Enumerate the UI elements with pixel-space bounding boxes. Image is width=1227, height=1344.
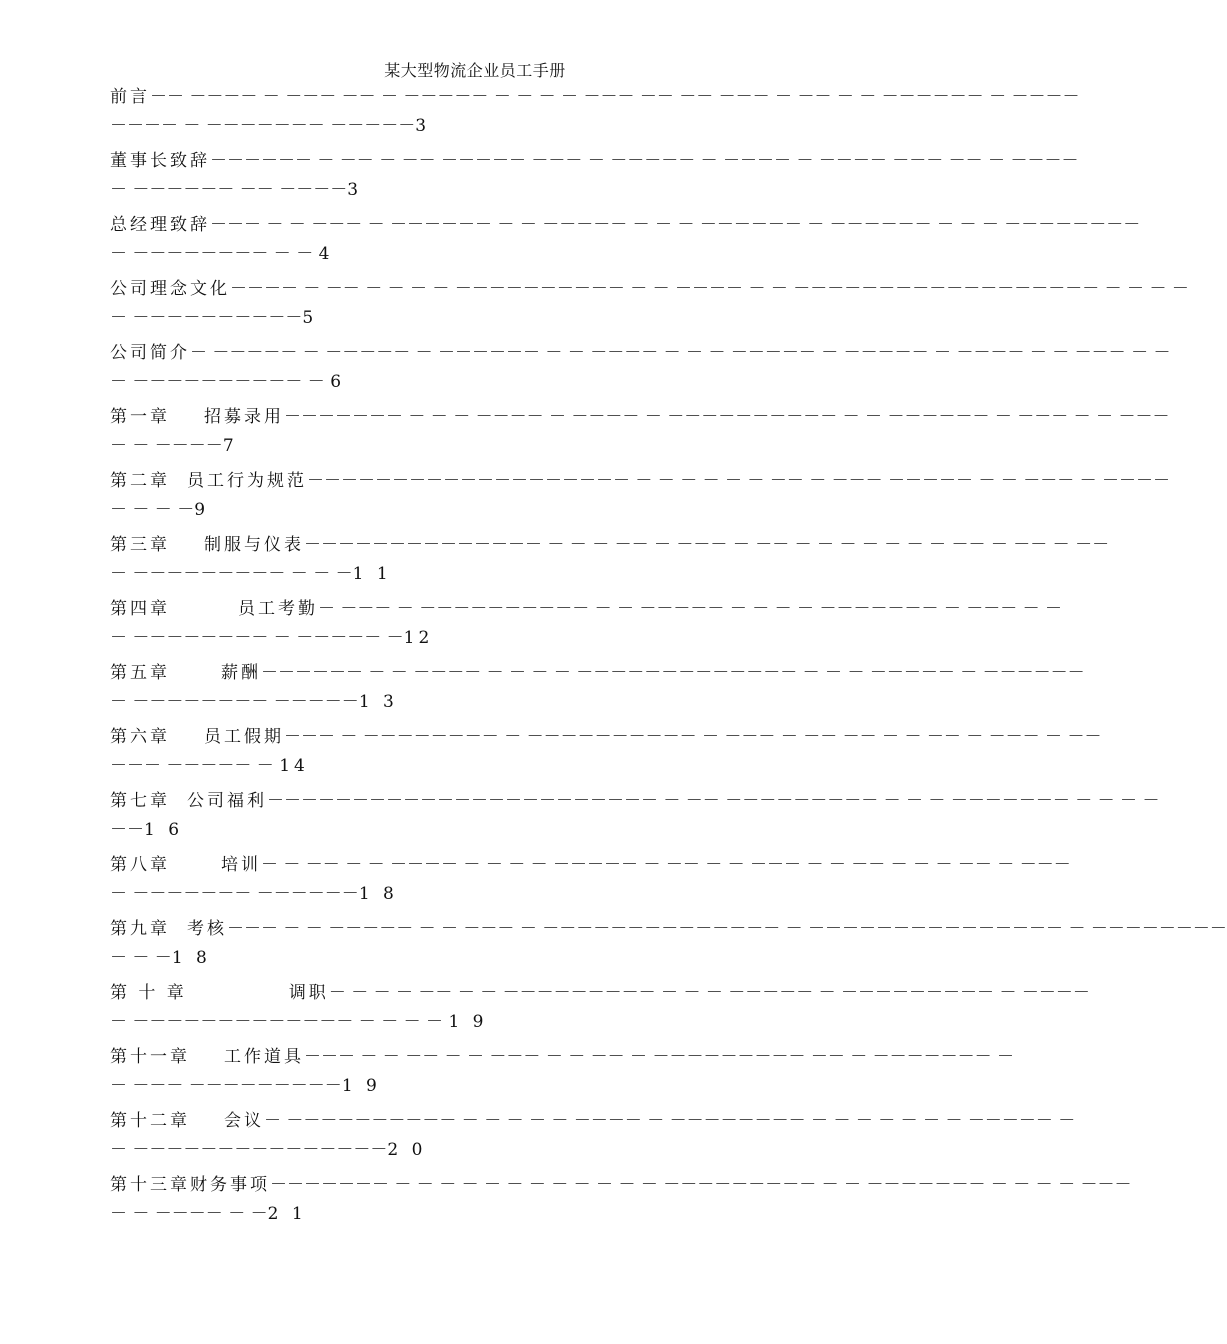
toc-entry-line-1 xyxy=(110,278,1189,300)
toc-dot-leader: － － － xyxy=(110,948,172,968)
toc-entry-line-2 xyxy=(110,755,309,777)
toc-dot-leader: － －－－－－－－ －－－－－－ xyxy=(110,884,359,904)
toc-entry-line-2 xyxy=(110,627,433,649)
toc-dot-leader: － － －－ － － －－－－ － － － － －－－－－ － －－ － － －－－ － － －－ － － － －－ － －－－ xyxy=(261,855,1071,875)
toc-dot-leader: －－－－ － －－ － － － － －－－－－－－－－－ － － －－－－ － － －－－－－－－－－－－－－－－－－－ － － － － xyxy=(230,279,1189,299)
toc-page-number: 5 xyxy=(302,308,318,328)
toc-entry[interactable] xyxy=(110,278,1189,342)
toc-entry-title: 员工考勤 xyxy=(238,599,318,619)
toc-chapter-number: 第十三章 xyxy=(110,1175,190,1195)
toc-gap xyxy=(170,663,221,683)
toc-entry-title: 调职 xyxy=(288,983,329,1003)
toc-entry-line-1 xyxy=(110,662,1085,684)
toc-dot-leader: － －－－－－ － －－－－－ － －－－－－－ － － －－－－ － － － －－－－－ － －－－－－ － －－－－ － － －－－ － － xyxy=(190,343,1171,363)
toc-entry[interactable] xyxy=(110,1110,1076,1174)
toc-dot-leader: －－－－－－－－－－－－－－－－－－－ － － － － － － －－ － －－－ －－－－－ － － －－－ － －－－－ xyxy=(307,471,1171,491)
toc-entry-line-1 xyxy=(110,1046,1015,1068)
toc-dot-leader: － －－－－－－－－－ － － － xyxy=(110,564,353,584)
toc-entry-title: 董事长致辞 xyxy=(110,151,210,171)
toc-entry-line-2 xyxy=(110,1011,487,1033)
toc-dot-leader: － － －－－－ xyxy=(110,436,223,456)
toc-chapter-number: 第五章 xyxy=(110,663,170,683)
toc-page-number: 1 9 xyxy=(341,1076,381,1096)
toc-dot-leader: － －－－－－－－－ － －－－－－ － xyxy=(110,628,404,648)
toc-chapter-number: 第九章 xyxy=(110,919,170,939)
toc-chapter-number: 第一章 xyxy=(110,407,170,427)
toc-entry[interactable] xyxy=(110,662,1085,726)
toc-entry-line-2 xyxy=(110,947,211,969)
toc-entry-line-1 xyxy=(110,982,1090,1004)
toc-dot-leader: －－－ －－－－－ － xyxy=(110,756,280,776)
toc-entry[interactable] xyxy=(110,406,1170,470)
toc-dot-leader: － －－－ － －－－－－－－－－－ － － －－－－－ － － － － －－－－－－－ － －－－ － － xyxy=(318,599,1063,619)
toc-page-number: 1 3 xyxy=(358,692,398,712)
toc-entry-title: 财务事项 xyxy=(190,1175,270,1195)
table-of-contents xyxy=(110,86,1227,1238)
toc-entry-title: 公司简介 xyxy=(110,343,190,363)
toc-entry-line-1 xyxy=(110,470,1171,492)
toc-dot-leader: －－－－－－ － － －－－－ － － － － －－－－－－－－－－－－－ － － － －－－－－ － －－－－－－ xyxy=(261,663,1085,683)
toc-dot-leader: －－－－ － －－－－－－－ －－－－－ xyxy=(110,116,416,136)
toc-dot-leader: －－－－－－－－－－－－－－ － － － －－ － －－－ － －－ － － － － － － － －－ － －－ － －－ xyxy=(304,535,1110,555)
toc-entry-line-2 xyxy=(110,115,430,137)
toc-entry[interactable] xyxy=(110,534,1110,598)
toc-entry[interactable] xyxy=(110,150,1079,214)
toc-entry-line-1 xyxy=(110,150,1079,172)
toc-page-number: 1 8 xyxy=(358,884,398,904)
toc-entry[interactable] xyxy=(110,86,1080,150)
toc-entry-line-2 xyxy=(110,179,362,201)
toc-entry-line-2 xyxy=(110,371,345,393)
toc-entry-line-1 xyxy=(110,214,1141,236)
toc-dot-leader: － － － － xyxy=(110,500,195,520)
toc-entry-title: 员工假期 xyxy=(204,727,284,747)
toc-entry-line-2 xyxy=(110,691,398,713)
toc-dot-leader: －－ xyxy=(110,820,144,840)
toc-page-number: 9 xyxy=(194,500,210,520)
toc-dot-leader: － －－－－－－－－－－－－－ － － － － xyxy=(110,1012,449,1032)
toc-entry-title: 总经理致辞 xyxy=(110,215,210,235)
toc-dot-leader: －－－－－－ － －－ － －－ －－－－－ －－－ － －－－－－ － －－－－ － －－－－ －－－ －－ － －－－－ xyxy=(210,151,1079,171)
toc-dot-leader: － －－－ －－－－－－－－－ xyxy=(110,1076,342,1096)
toc-gap xyxy=(170,407,204,427)
toc-entry-line-1 xyxy=(110,726,1102,748)
toc-gap xyxy=(170,919,187,939)
toc-page-number: 1 9 xyxy=(448,1012,488,1032)
toc-dot-leader: － －－－－－－－－－－ － xyxy=(110,372,331,392)
toc-entry-title: 工作道具 xyxy=(224,1047,304,1067)
toc-entry-title: 公司福利 xyxy=(187,791,267,811)
toc-entry-title: 会议 xyxy=(224,1111,264,1131)
toc-entry-line-1 xyxy=(110,1110,1076,1132)
toc-dot-leader: －－－－－－－－－－－－－－－－－－－－－－－ － －－ －－－－－－－－－ － － － －－－－－－－ － － － － xyxy=(267,791,1160,811)
toc-page-number: 2 0 xyxy=(387,1140,427,1160)
toc-dot-leader: －－－－－－－ － － － －－－－ － －－－－ － －－－－－－－－－－ － － －－－－－－ － －－－ － － －－－ xyxy=(284,407,1170,427)
toc-entry[interactable] xyxy=(110,598,1063,662)
toc-gap xyxy=(190,1047,224,1067)
toc-chapter-number: 第三章 xyxy=(110,535,170,555)
toc-chapter-number: 第二章 xyxy=(110,471,170,491)
toc-page-number: 7 xyxy=(222,436,238,456)
toc-page-number: 1 1 xyxy=(352,564,392,584)
toc-gap xyxy=(170,791,187,811)
toc-dot-leader: － －－－－－－－－ －－－－－ xyxy=(110,692,359,712)
toc-entry[interactable] xyxy=(110,1046,1015,1110)
toc-entry-line-2 xyxy=(110,883,398,905)
toc-entry-line-2 xyxy=(110,499,209,521)
toc-page-number: 2 1 xyxy=(267,1204,307,1224)
toc-entry[interactable] xyxy=(110,918,1227,982)
toc-entry-title: 考核 xyxy=(187,919,227,939)
toc-entry-line-2 xyxy=(110,1139,426,1161)
toc-dot-leader: － － －－－－ － － xyxy=(110,1204,268,1224)
toc-dot-leader: － －－－－－－ －－ －－－－ xyxy=(110,180,348,200)
toc-page-number: 3 xyxy=(347,180,363,200)
toc-entry[interactable] xyxy=(110,854,1071,918)
toc-dot-leader: －－ －－－－ － －－－ －－ － －－－－－ － － － － －－－ －－ －－ －－－ － －－ － － －－－－－－ － －－－－ xyxy=(150,87,1080,107)
toc-gap xyxy=(170,855,221,875)
toc-page-number: 6 xyxy=(330,372,346,392)
toc-dot-leader: － －－－－－－－－－－ xyxy=(110,308,303,328)
toc-entry[interactable] xyxy=(110,790,1160,854)
toc-entry-line-2 xyxy=(110,243,329,265)
toc-dot-leader: －－－ － － －－ － － －－－ － － －－ － －－－－－－－－－ －－ － －－－－－－－ － xyxy=(304,1047,1015,1067)
toc-chapter-number: 第六章 xyxy=(110,727,170,747)
toc-page-number: 1 8 xyxy=(171,948,211,968)
toc-entry-line-2 xyxy=(110,563,392,585)
page-header-title: 某大型物流企业员工手册 xyxy=(384,61,566,80)
toc-entry-title: 前言 xyxy=(110,87,150,107)
toc-entry-line-1 xyxy=(110,598,1063,620)
toc-gap xyxy=(170,535,204,555)
toc-entry-title: 公司理念文化 xyxy=(110,279,230,299)
toc-entry-line-2 xyxy=(110,307,317,329)
toc-entry-line-2 xyxy=(110,435,238,457)
toc-entry-line-1 xyxy=(110,86,1080,108)
toc-chapter-number: 第 十 章 xyxy=(110,983,187,1003)
toc-page-number: 14 xyxy=(279,756,309,776)
toc-entry-line-1 xyxy=(110,854,1071,876)
toc-entry-title: 制服与仪表 xyxy=(204,535,304,555)
toc-entry[interactable] xyxy=(110,726,1102,790)
toc-page-number: 3 xyxy=(415,116,431,136)
toc-dot-leader: － － － － －－ － － －－－－－－－－－ － － － －－－－－ － －－－－－－－－－ － －－－－ xyxy=(328,983,1090,1003)
toc-entry[interactable] xyxy=(110,214,1141,278)
toc-entry-title: 薪酬 xyxy=(221,663,261,683)
toc-gap xyxy=(190,1111,224,1131)
toc-dot-leader: － －－－－－－－－－－ － － － － － －－－－ － －－－－－－－－ － － － － － － － －－－－－ － xyxy=(264,1111,1076,1131)
toc-gap xyxy=(170,727,204,747)
toc-dot-leader: － －－－－－－－－－－－－－－－ xyxy=(110,1140,388,1160)
toc-dot-leader: －－－ － － －－－－－ － － －－－ － －－－－－－－－－－－－－－ － －－－－－－－－－－－－－－－ － －－－－－－－－ xyxy=(227,919,1227,939)
toc-entry-line-2 xyxy=(110,1203,307,1225)
toc-entry[interactable] xyxy=(110,982,1090,1046)
toc-entry[interactable] xyxy=(110,1174,1132,1238)
toc-gap xyxy=(170,471,187,491)
toc-entry-line-2 xyxy=(110,1075,381,1097)
toc-entry-line-1 xyxy=(110,790,1160,812)
toc-entry-line-1 xyxy=(110,406,1170,428)
toc-entry-title: 招募录用 xyxy=(204,407,284,427)
toc-chapter-number: 第十二章 xyxy=(110,1111,190,1131)
toc-entry-line-1 xyxy=(110,342,1171,364)
toc-entry-line-1 xyxy=(110,1174,1132,1196)
toc-dot-leader: －－－ － －－－－－－－－ － －－－－－－－－－－ － －－－ － －－ －－ － － －－ － －－－ － －－ xyxy=(284,727,1102,747)
toc-dot-leader: －－－ － － －－－ － －－－－－－ － － －－－－－ － － － －－－－－－ － －－－－－－ － － － －－－－－－－－ xyxy=(210,215,1141,235)
toc-entry-line-1 xyxy=(110,918,1227,940)
toc-chapter-number: 第四章 xyxy=(110,599,170,619)
toc-dot-leader: －－－－－－－ － － － － － － － － － － － － －－－－－－－－－ － － －－－－－－－ － － － － －－－ xyxy=(270,1175,1132,1195)
toc-chapter-number: 第十一章 xyxy=(110,1047,190,1067)
toc-entry-title: 员工行为规范 xyxy=(187,471,307,491)
toc-entry[interactable] xyxy=(110,470,1171,534)
toc-dot-leader: － －－－－－－－－ － － 4 xyxy=(110,244,330,264)
toc-gap xyxy=(187,983,289,1003)
toc-chapter-number: 第七章 xyxy=(110,791,170,811)
toc-entry-title: 培训 xyxy=(221,855,261,875)
toc-chapter-number: 第八章 xyxy=(110,855,170,875)
toc-page-number: 12 xyxy=(403,628,434,648)
toc-entry-line-2 xyxy=(110,819,183,841)
toc-gap xyxy=(170,599,238,619)
toc-page-number: 1 6 xyxy=(144,820,184,840)
toc-entry-line-1 xyxy=(110,534,1110,556)
toc-entry[interactable] xyxy=(110,342,1171,406)
